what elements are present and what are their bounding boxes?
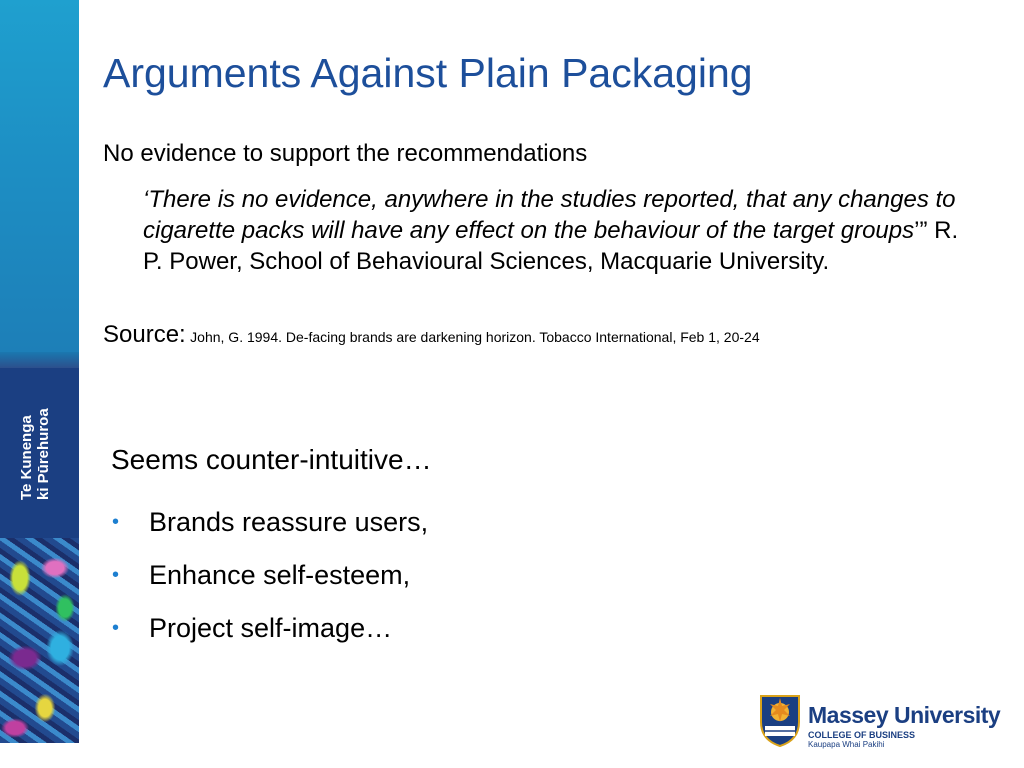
sidebar-text-line1: Te Kunenga — [18, 415, 35, 500]
sidebar-strip-top — [0, 0, 79, 352]
bullet-dot-icon: • — [112, 617, 120, 639]
logo-motto: Kaupapa Whai Pakihi — [808, 740, 885, 749]
quote-attribution: ’” R. P. Power, School of Behavioural Sciences, Macquarie University. — [143, 217, 959, 275]
bullet-item — [112, 496, 428, 549]
bullet-item — [112, 549, 428, 602]
source-citation — [103, 321, 760, 349]
sidebar-text-line2: ki Pūrehuroa — [35, 408, 52, 500]
sidebar-artwork — [0, 538, 79, 743]
quote-text: ‘There is no evidence, anywhere in the studies reported, that any changes to cigarette packs will have any effect on the behaviour of the target groups — [143, 186, 956, 244]
bullet-dot-icon: • — [112, 511, 120, 533]
logo-name: Massey University — [808, 702, 1001, 728]
source-label: Source: — [103, 321, 186, 348]
bullet-text: Brands reassure users, — [149, 507, 429, 537]
sub-heading: Seems counter-intuitive… — [111, 444, 432, 475]
bullet-dot-icon: • — [112, 564, 120, 586]
quote-block — [143, 184, 983, 277]
sidebar-vertical-text — [18, 408, 52, 500]
sidebar-strip-bottom — [0, 743, 79, 768]
sidebar-strip-divider — [0, 352, 79, 368]
logo-college: COLLEGE OF BUSINESS — [808, 730, 916, 740]
source-reference: John, G. 1994. De-facing brands are darkening horizon. Tobacco International, Feb 1, 20-24 — [190, 329, 760, 345]
bullet-list — [112, 496, 428, 655]
massey-logo — [757, 692, 1001, 749]
slide-title: Arguments Against Plain Packaging — [103, 50, 753, 96]
bullet-text: Project self-image… — [149, 613, 393, 643]
lead-statement: No evidence to support the recommendations — [103, 140, 588, 167]
bullet-item — [112, 602, 428, 655]
university-crest-icon — [757, 692, 803, 748]
bullet-text: Enhance self-esteem, — [149, 560, 411, 590]
